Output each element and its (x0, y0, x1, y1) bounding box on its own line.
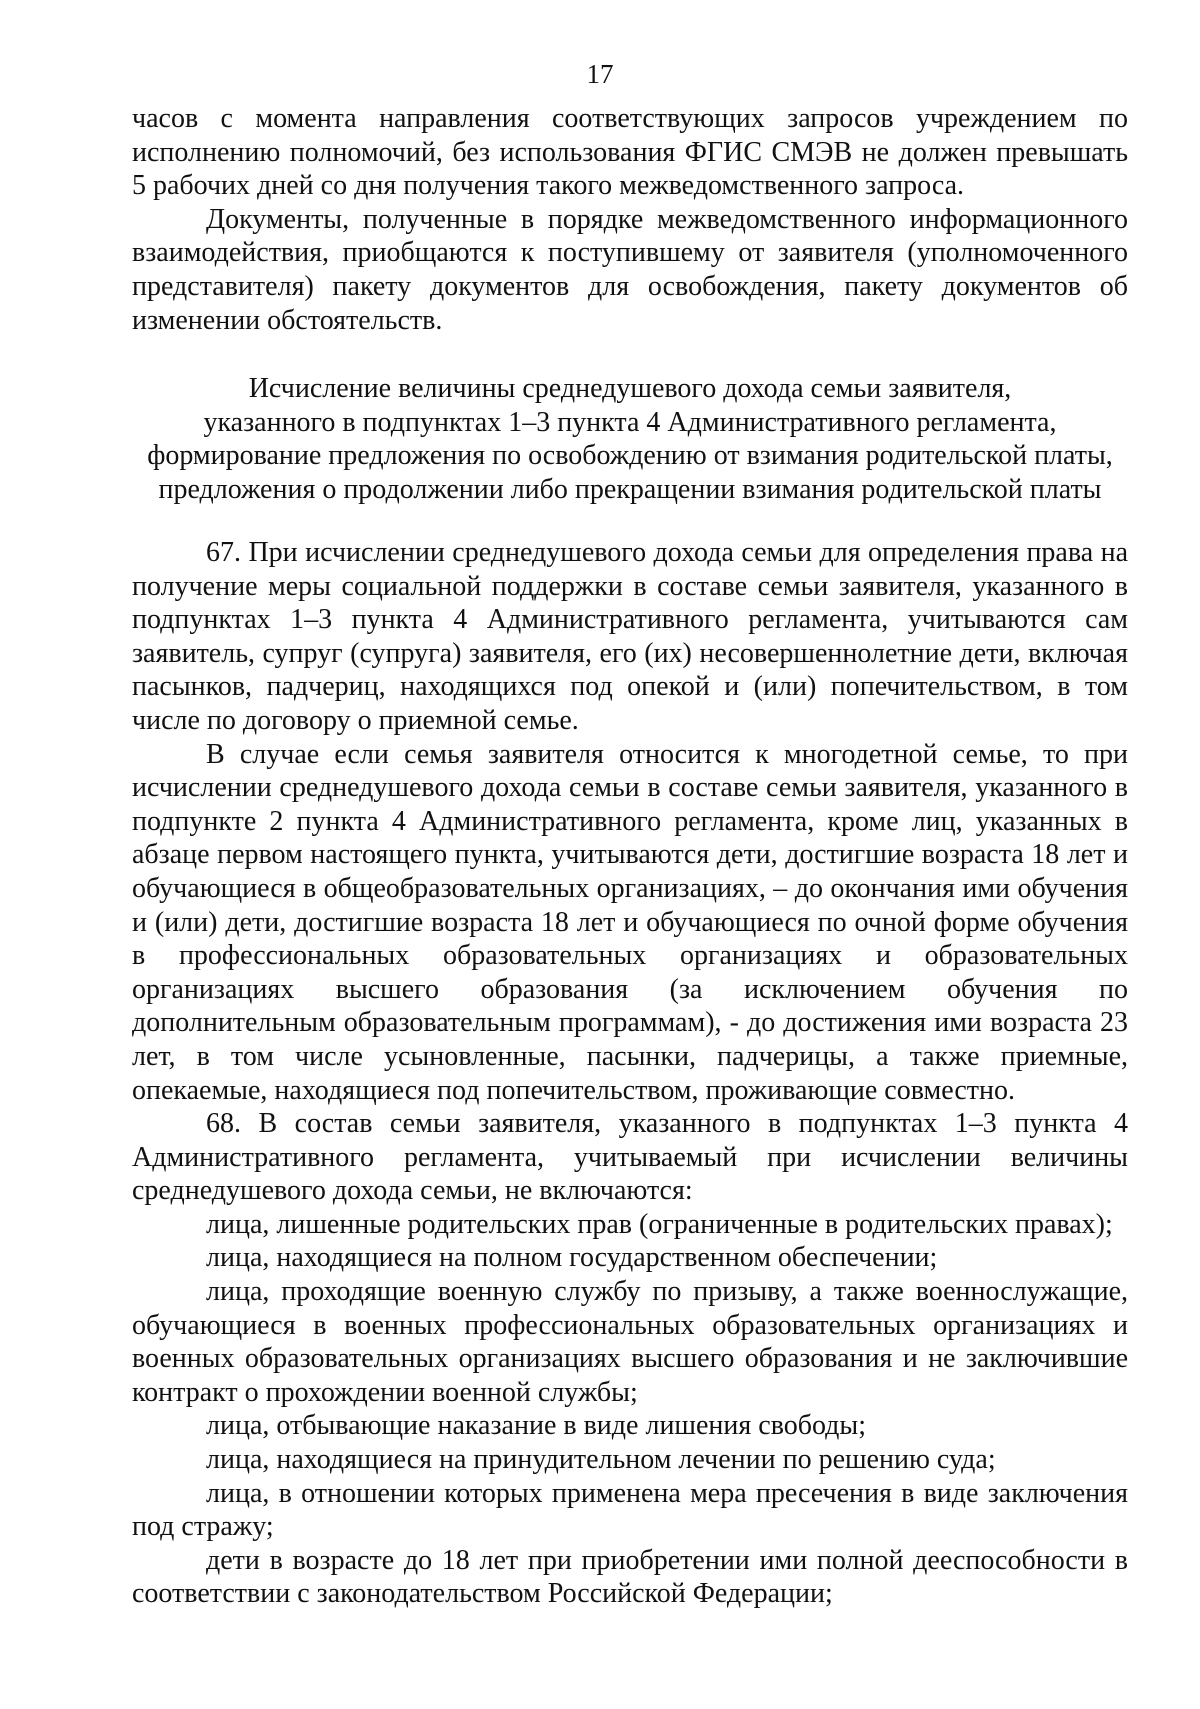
paragraph-documents: Документы, полученные в порядке межведомственного информационного взаимодействия, приобщаются к поступившему от заявителя (уполномоченного представителя) пакету документов для освобождения, пакету документов об изменении обстоятельств. (132, 203, 1128, 336)
heading-line: Исчисление величины среднедушевого дохода семьи заявителя, (248, 373, 1012, 404)
paragraph-67: 67. При исчислении среднедушевого дохода семьи для определения права на получение меры социальной поддержки в составе семьи заявителя, указанного в подпунктах 1–3 пункта 4 Административного регламента, учитываются сам заявитель, супруг (супруга) заявителя, его (их) несовершеннолетние дети, включая пасынков, падчериц, находящихся под опекой и (или) попечительством, в том числе по договору о приемной семье. (132, 537, 1128, 736)
paragraph-68: 68. В состав семьи заявителя, указанного в подпунктах 1–3 пункта 4 Административного регламента, учитываемый при исчислении величины среднедушевого дохода семьи, не включаются: (132, 1108, 1128, 1207)
heading-line: предложения о продолжении либо прекращении взимания родительской платы (158, 473, 1102, 505)
paragraph-continuation: часов с момента направления соответствующих запросов учреждением по исполнению полномочий, без использования ФГИС СМЭВ не должен превышать 5 рабочих дней со дня получения такого межведомственного запроса. (132, 103, 1128, 202)
page-number: 17 (586, 59, 614, 89)
list-item: лица, проходящие военную службу по призыву, а также военнослужащие, обучающиеся в военных профессиональных образовательных организациях и военных образовательных организациях высшего образования и не заключившие контракт о прохождении военной службы; (132, 1276, 1128, 1408)
list-item: лица, находящиеся на полном государственном обеспечении; (206, 1242, 938, 1274)
heading-line: формирование предложения по освобождению от взимания родительской платы, (147, 440, 1113, 472)
section-heading (132, 372, 1128, 506)
list-item: лица, находящиеся на принудительном лечении по решению суда; (206, 1444, 996, 1476)
main-text (132, 536, 1128, 1611)
list-item: лица, лишенные родительских прав (ограниченные в родительских правах); (206, 1208, 1113, 1240)
list-item: лица, отбывающие наказание в виде лишения свободы; (206, 1410, 866, 1442)
list-item: дети в возрасте до 18 лет при приобретении ими полной дееспособности в соответствии с законодательством Российской Федерации; (132, 1544, 1128, 1610)
list-item: лица, в отношении которых применена мера пресечения в виде заключения под стражу; (132, 1477, 1128, 1543)
paragraph-large-family: В случае если семья заявителя относится к многодетной семье, то при исчислении среднедушевого дохода семьи в составе семьи заявителя, указанного в подпункте 2 пункта 4 Административного регламента, кроме лиц, указанных в абзаце первом настоящего пункта, учитываются дети, достигшие возраста 18 лет и обучающиеся в общеобразовательных организациях, – до окончания ими обучения и (или) дети, достигшие возраста 18 лет и обучающиеся по очной форме обучения в профессиональных образовательных организациях и образовательных организациях высшего образования (за исключением обучения по дополнительным образовательным программам), - до достижения ими возраста 23 лет, в том числе усыновленные, пасынки, падчерицы, а также приемные, опекаемые, находящиеся под попечительством, проживающие совместно. (132, 738, 1128, 1106)
heading-line: указанного в подпунктах 1–3 пункта 4 Административного регламента, (203, 406, 1057, 438)
intro-text (132, 102, 1128, 337)
